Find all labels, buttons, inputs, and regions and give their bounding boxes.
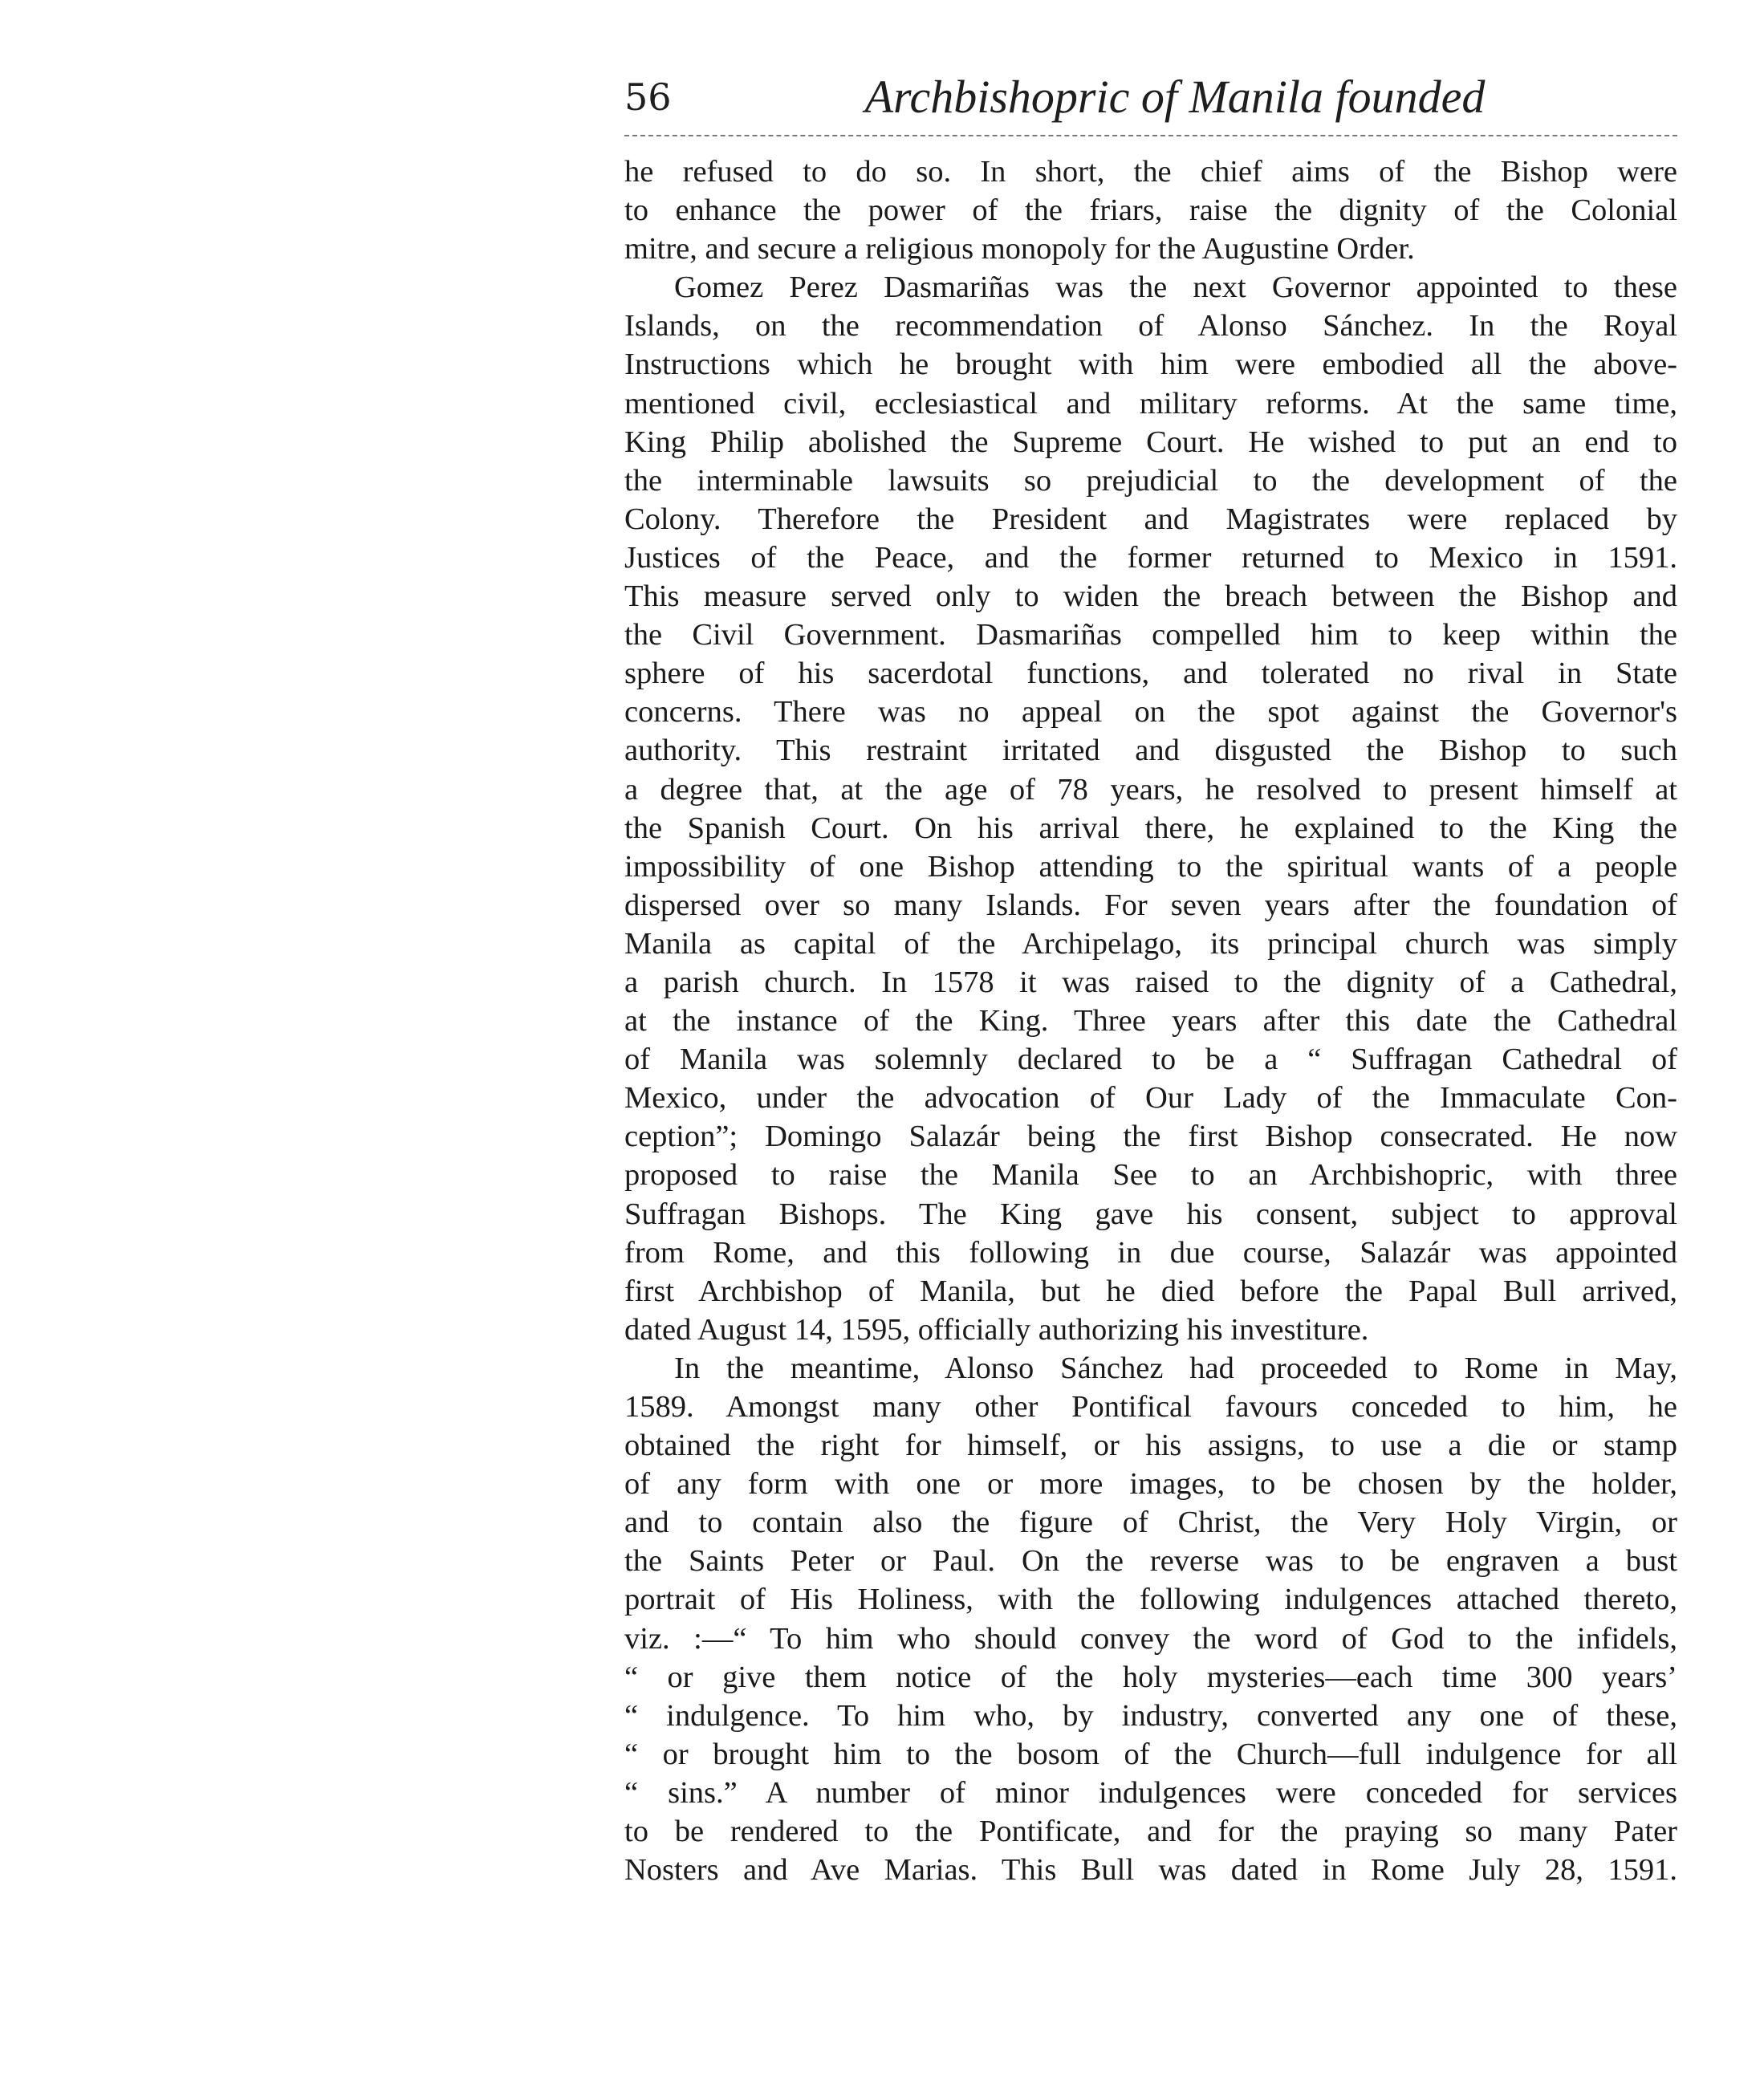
text-line: a parish church. In 1578 it was raised to the dignity of a Cathedral, (624, 965, 1677, 999)
text-line: of Manila was solemnly declared to be a “ Suffragan Cathedral of (624, 1042, 1677, 1077)
text-line: the Spanish Court. On his arrival there, he explained to the King the (624, 811, 1677, 845)
text-line: Nosters and Ave Marias. This Bull was dated in Rome July 28, 1591. (624, 1853, 1677, 1888)
text-line: to enhance the power of the friars, raise the dignity of the Colonial (624, 193, 1677, 228)
text-line: the Saints Peter or Paul. On the reverse was to be engraven a bust (624, 1544, 1677, 1579)
text-line: King Philip abolished the Supreme Court. He wished to put an end to (624, 425, 1677, 459)
text-line: viz. :—“ To him who should convey the word of God to the infidels, (624, 1621, 1677, 1656)
text-line: Suffragan Bishops. The King gave his consent, subject to approval (624, 1197, 1677, 1231)
text-line: dated August 14, 1595, officially authorizing his investiture. (624, 1312, 1369, 1347)
text-line: portrait of His Holiness, with the following indulgences attached thereto, (624, 1583, 1677, 1617)
text-line: Instructions which he brought with him were embodied all the above- (624, 348, 1677, 382)
text-line: This measure served only to widen the breach between the Bishop and (624, 579, 1677, 614)
text-line: In the meantime, Alonso Sánchez had proceeded to Rome in May, (674, 1351, 1677, 1385)
text-line: impossibility of one Bishop attending to the spiritual wants of a people (624, 849, 1677, 884)
text-line: Islands, on the recommendation of Alonso Sánchez. In the Royal (624, 309, 1677, 343)
text-line: ception”; Domingo Salazár being the first Bishop consecrated. He now (624, 1120, 1677, 1154)
text-line: Mexico, under the advocation of Our Lady of the Immaculate Con- (624, 1081, 1677, 1116)
text-line: “ indulgence. To him who, by industry, converted any one of these, (624, 1698, 1677, 1733)
text-line: Manila as capital of the Archipelago, its principal church was simply (624, 926, 1677, 961)
text-line: and to contain also the figure of Christ, the Very Holy Virgin, or (624, 1506, 1677, 1540)
text-line: “ or give them notice of the holy mysteries—each time 300 years’ (624, 1660, 1677, 1694)
running-title: Archbishopric of Manila founded (864, 71, 1486, 123)
text-line: “ or brought him to the bosom of the Church—full indulgence for all (624, 1737, 1677, 1771)
header-rule (624, 135, 1677, 136)
text-line: to be rendered to the Pontificate, and for the praying so many Pater (624, 1815, 1677, 1849)
text-line: mentioned civil, ecclesiastical and military reforms. At the same time, (624, 386, 1677, 421)
text-line: mitre, and secure a religious monopoly for the Augustine Order. (624, 232, 1415, 266)
text-line: authority. This restraint irritated and disgusted the Bishop to such (624, 734, 1677, 768)
text-line: obtained the right for himself, or his assigns, to use a die or stamp (624, 1429, 1677, 1463)
text-line: a degree that, at the age of 78 years, he resolved to present himself at (624, 772, 1677, 807)
text-line: concerns. There was no appeal on the spot against the Governor's (624, 695, 1677, 730)
text-line: at the instance of the King. Three years after this date the Cathedral (624, 1004, 1677, 1038)
text-line: “ sins.” A number of minor indulgences were conceded for services (624, 1775, 1677, 1810)
text-line: Colony. Therefore the President and Magistrates were replaced by (624, 502, 1677, 536)
text-line: 1589. Amongst many other Pontifical favours conceded to him, he (624, 1390, 1677, 1424)
text-line: first Archbishop of Manila, but he died before the Papal Bull arrived, (624, 1274, 1677, 1308)
text-line: Gomez Perez Dasmariñas was the next Governor appointed to these (674, 270, 1677, 305)
body-text (624, 152, 1677, 1889)
page-number: 56 (624, 75, 672, 119)
text-line: the Civil Government. Dasmariñas compelled him to keep within the (624, 618, 1677, 652)
text-line: he refused to do so. In short, the chief aims of the Bishop were (624, 155, 1677, 189)
text-line: the interminable lawsuits so prejudicial to the development of the (624, 463, 1677, 498)
text-line: from Rome, and this following in due course, Salazár was appointed (624, 1235, 1677, 1270)
page-header (624, 71, 1677, 135)
text-line: sphere of his sacerdotal functions, and tolerated no rival in State (624, 656, 1677, 691)
text-line: of any form with one or more images, to be chosen by the holder, (624, 1467, 1677, 1502)
text-line: dispersed over so many Islands. For seven years after the foundation of (624, 888, 1677, 922)
text-line: proposed to raise the Manila See to an Archbishopric, with three (624, 1158, 1677, 1193)
text-line: Justices of the Peace, and the former returned to Mexico in 1591. (624, 540, 1677, 575)
